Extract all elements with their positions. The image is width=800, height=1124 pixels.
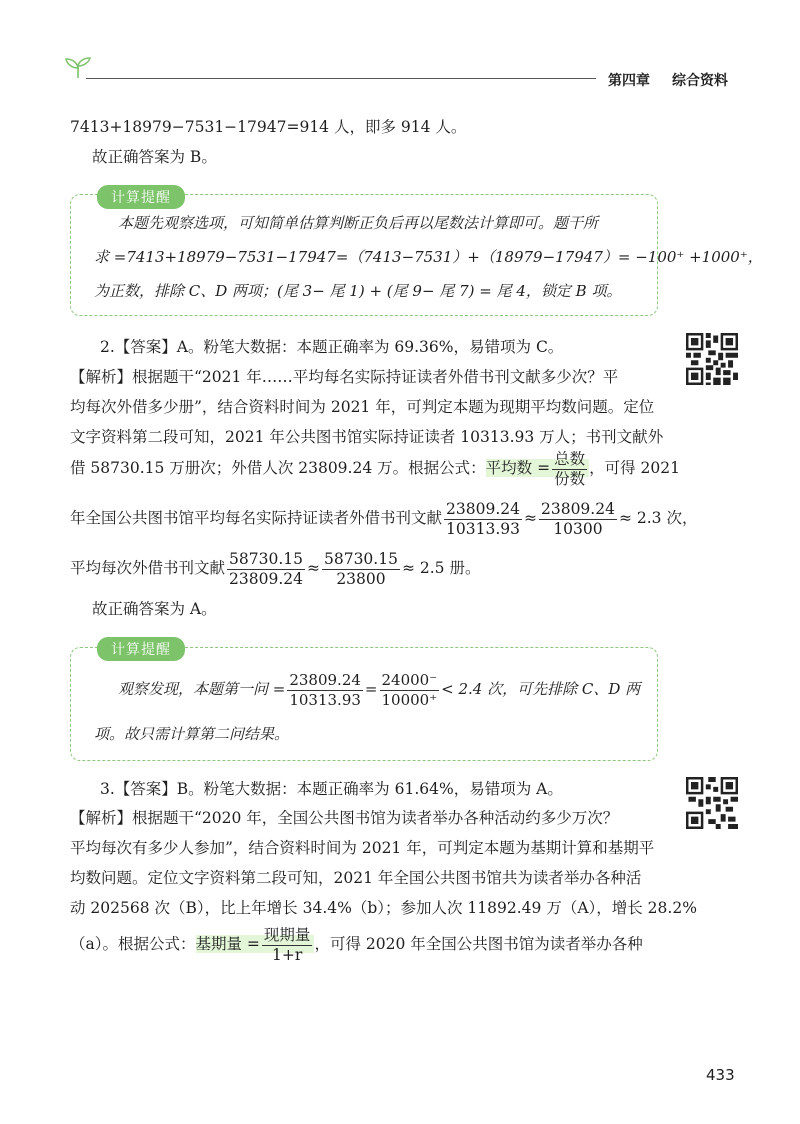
header-chapter: 第四章 — [608, 73, 650, 89]
q2-line4-text: 借 58730.15 万册次；外借人次 23809.24 万。根据公式： — [70, 459, 486, 477]
q3-analysis-line5 — [70, 922, 643, 966]
q2-analysis-line4 — [70, 446, 680, 490]
header-rule — [86, 78, 596, 79]
q2-fraction-1 — [444, 500, 522, 539]
q2-line5-text: 年全国公共图书馆平均每名实际持证读者外借书刊文献 — [70, 509, 443, 527]
q2-fraction-3-den: 23809.24 — [229, 569, 303, 588]
tip1-line3: 为正数，排除 C、D 两项；(尾 3− 尾 1) + (尾 9− 尾 7) = 尾 4，锁定 B 项。 — [94, 282, 622, 300]
tip1-line2: 求 =7413+18979−7531−17947=（7413−7531）+（18979−17947）= −100⁺ +1000⁺， — [94, 248, 763, 266]
q3-analysis-line4: 动 202568 次（B），比上年增长 34.4%（b）；参加人次 11892.49 万（A），增长 28.2% — [70, 899, 697, 917]
tip1-line1: 本题先观察选项，可知简单估算判断正负后再以尾数法计算即可。题干所 — [118, 214, 599, 232]
q2-fraction-1-num: 23809.24 — [446, 499, 520, 518]
q3-analysis-line3: 均数问题。定位文字资料第二段可知，2021 年全国公共图书馆共为读者举办各种活 — [70, 869, 642, 887]
tip2-line1-text: 观察发现，本题第一问 = — [118, 680, 286, 698]
q3-formula-fraction — [262, 926, 313, 965]
q2-conclusion: 故正确答案为 A。 — [92, 600, 217, 618]
q3-analysis-line1: 【解析】根据题干“2020 年，全国公共图书馆为读者举办各种活动约多少万次？ — [70, 809, 619, 827]
tip2-line2: 项。故只需计算第二问结果。 — [94, 725, 290, 743]
tip2-fraction-2-num: 24000⁻ — [381, 670, 438, 689]
q2-fraction-4-den: 23800 — [336, 569, 386, 588]
q2-approx-1: ≈ — [523, 509, 537, 527]
tip2-line1 — [118, 667, 640, 711]
q2-analysis-line3: 文字资料第二段可知，2021 年公共图书馆实际持证读者 10313.93 万人；书刊文献外 — [70, 428, 664, 446]
q3-line5-text: （a）。根据公式： — [70, 935, 196, 953]
qr-code-icon — [686, 777, 738, 829]
header-section: 综合资料 — [672, 73, 728, 89]
q3-formula-left: 基期量 = — [195, 935, 260, 953]
q2-formula-left: 平均数 = — [485, 459, 551, 477]
calc-line: 7413+18979−7531−17947=914 人，即多 914 人。 — [70, 118, 467, 136]
q2-analysis-line5 — [70, 496, 697, 540]
q2-line4-tail: ，可得 2021 — [589, 459, 680, 477]
sprout-icon — [62, 56, 94, 80]
q2-fraction-4-num: 58730.15 — [323, 549, 398, 568]
q2-approx-2: ≈ — [306, 559, 320, 577]
tip2-fraction-2 — [380, 671, 440, 710]
tip2-line1-tail: < 2.4 次，可先排除 C、D 两 — [441, 680, 641, 698]
q2-line6-result: ≈ 2.5 册。 — [401, 559, 481, 577]
q2-fraction-4 — [322, 550, 400, 589]
q2-fraction-2 — [539, 500, 617, 539]
tip-label-1: 计算提醒 — [97, 185, 185, 209]
q2-fraction-1-den: 10313.93 — [446, 519, 520, 538]
q2-fraction-3 — [227, 550, 305, 589]
q3-formula — [195, 925, 315, 964]
q2-formula-fraction — [552, 450, 587, 489]
tip2-fraction-2-den: 10000⁺ — [381, 690, 438, 709]
q2-formula-den: 份数 — [554, 469, 586, 488]
q2-analysis-line2: 均每次外借多少册”，结合资料时间为 2021 年，可判定本题为现期平均数问题。定位 — [70, 398, 655, 416]
q3-answer: 3.【答案】B。粉笔大数据：本题正确率为 61.64%，易错项为 A。 — [100, 780, 563, 798]
qr-code-icon — [686, 333, 738, 385]
q2-fraction-2-den: 10300 — [553, 519, 603, 538]
tip2-equals: = — [364, 680, 378, 698]
q2-line5-result: ≈ 2.3 次， — [618, 509, 698, 527]
q2-formula — [485, 449, 589, 488]
q3-formula-den: 1+r — [272, 945, 303, 964]
q2-analysis-line6 — [70, 546, 480, 590]
q2-line6-text: 平均每次外借书刊文献 — [70, 559, 226, 577]
q2-analysis-line1: 【解析】根据题干“2021 年……平均每名实际持证读者外借书刊文献多少次？平 — [70, 368, 619, 386]
page-number: 433 — [706, 1066, 735, 1084]
q3-formula-num: 现期量 — [263, 925, 311, 944]
q2-fraction-2-num: 23809.24 — [540, 499, 615, 518]
tip2-fraction-1-den: 10313.93 — [289, 690, 361, 709]
q2-fraction-3-num: 58730.15 — [229, 549, 303, 568]
q3-analysis-line2: 平均每次有多少人参加”，结合资料时间为 2021 年，可判定本题为基期计算和基期平 — [70, 839, 655, 857]
tip2-fraction-1 — [287, 671, 363, 710]
tip2-fraction-1-num: 23809.24 — [289, 670, 361, 689]
q3-line5-tail: ，可得 2020 年全国公共图书馆为读者举办各种 — [314, 935, 643, 953]
tip-label-2: 计算提醒 — [97, 637, 185, 661]
q2-answer: 2.【答案】A。粉笔大数据：本题正确率为 69.36%，易错项为 C。 — [100, 338, 564, 356]
conclusion-1: 故正确答案为 B。 — [92, 148, 217, 166]
q2-formula-num: 总数 — [554, 449, 586, 468]
